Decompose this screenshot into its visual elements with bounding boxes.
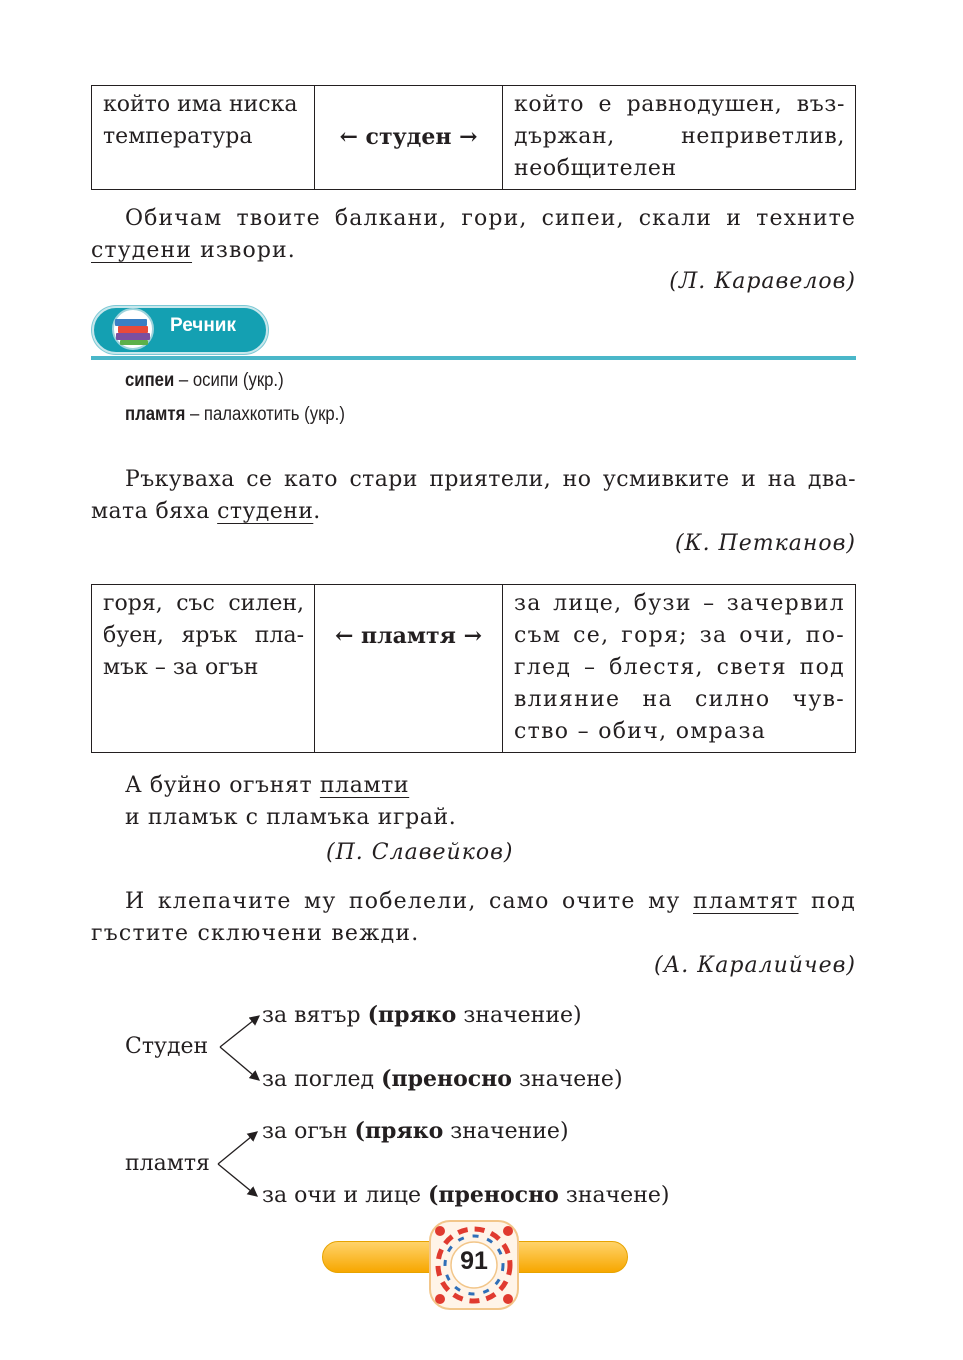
- scheme-word: пламтя: [125, 1151, 210, 1176]
- poem-line: и пламък с пламъка играй.: [125, 805, 457, 830]
- table-cell-literal: горя, със силен, буен, ярък пла-мък – за огън: [92, 585, 315, 753]
- word-table-studen: [91, 85, 856, 190]
- cell-line: който има ниска: [103, 92, 298, 117]
- quote-karaliychev: И клепачите му побелели, само очите му пламтят под гъстите сключени вежди.: [91, 889, 857, 946]
- underlined-word: студени: [91, 238, 193, 263]
- underlined-word: студени: [217, 499, 314, 524]
- quote-karavelov: Обичам твоите балкани, гори, сипеи, скали и техните студени извори.: [91, 206, 856, 263]
- scheme-branch: за поглед (преносно значене): [262, 1066, 623, 1092]
- table-cell-figurative: който е равнодушен, въз-държан, неприветлив, необщителен: [503, 86, 856, 190]
- page-bar-right: [514, 1241, 628, 1273]
- quote-petkanov: Ръкуваха се като стари приятели, но усмивките и на два-мата бяха студени.: [91, 467, 856, 524]
- scheme-word: Студен: [125, 1034, 209, 1059]
- dictionary-entry: пламтя – палахкотить (укр.): [125, 404, 345, 425]
- quote-source: (П. Славейков): [326, 840, 514, 865]
- scheme-branch: за огън (пряко значение): [262, 1118, 569, 1144]
- word-table-plamtya: [91, 584, 856, 753]
- section-divider: [91, 356, 856, 360]
- poem-line: А буйно огънят пламти: [125, 773, 410, 798]
- table-cell-figurative: за лице, бузи – зачервил съм се, горя; за очи, по-глед – блестя, светя под влияние на силно чув-ство – обич, омраза: [503, 585, 856, 753]
- quote-source: (Л. Каравелов): [669, 269, 856, 294]
- quote-source: (А. Каралийчев): [653, 953, 856, 978]
- quote-source: (К. Петканов): [674, 531, 856, 556]
- branch-arrows: [216, 1010, 266, 1086]
- scheme-branch: за вятър (пряко значение): [262, 1002, 582, 1028]
- underlined-word: пламти: [319, 773, 410, 798]
- table-cell-keyword: ← пламтя →: [315, 585, 503, 753]
- underlined-word: пламтят: [693, 889, 799, 914]
- cell-line: температура: [103, 124, 253, 149]
- page-number: 91: [460, 1247, 488, 1275]
- table-cell-literal: [92, 86, 315, 190]
- page-bar-left: [322, 1241, 442, 1273]
- dictionary-entry: сипеи – осипи (укр.): [125, 370, 284, 391]
- books-icon: [104, 308, 162, 350]
- dictionary-label: Речник: [170, 315, 236, 336]
- scheme-branch: за очи и лице (преносно значене): [262, 1182, 670, 1208]
- table-cell-keyword: ← студен →: [315, 86, 503, 190]
- branch-arrows: [214, 1126, 264, 1202]
